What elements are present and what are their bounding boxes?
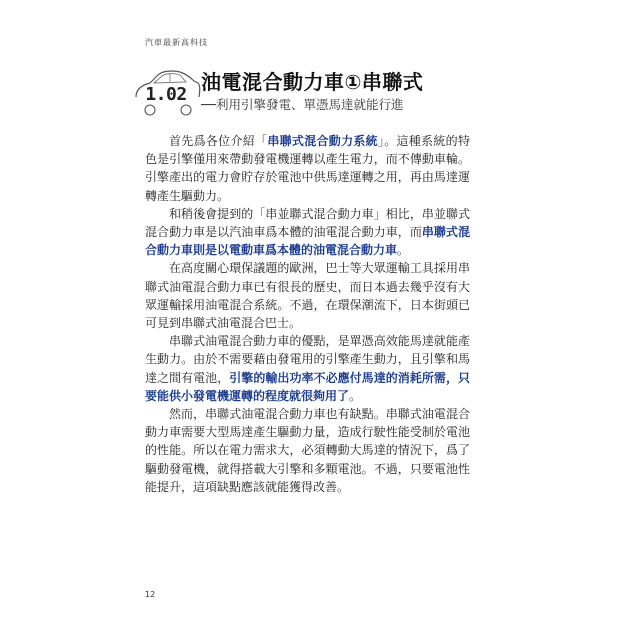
text-run: 然而，串聯式油電混合動力車也有缺點。串聯式油電混合動力車需要大型馬達產生驅動力量，造成行駛性能受制於電池的性能。所以在電力需求大，必須轉動大馬達的情況下，爲了驅動發電機，就得搭載大引擎和多顆電池。不過，只要電池性能提升，這項缺點應該就能獲得改善。 [145,407,470,494]
text-run: 。 [349,388,362,403]
paragraph [145,405,470,496]
running-head: 汽車最新高科技 [145,38,208,47]
section-subtitle: ──利用引擎發電、單憑馬達就能行進 [201,97,404,112]
paragraph [145,132,470,205]
highlighted-text: 串聯式混合動力系統 [267,134,378,148]
text-run: 」。這種系統的特色是引擎僅用來帶動發電機運轉以產生電力，而不傳動車輪。引擎產出的電力會貯存於電池中供馬達運轉之用，再由馬達運轉產生驅動力。 [145,134,470,203]
paragraph [145,205,470,260]
text-run: 首先爲各位介紹「 [169,134,268,148]
highlighted-text: 串聯式混合動力車則是以電動車爲本體的油電混合動力車 [145,225,470,258]
page-number: 12 [145,590,156,599]
paragraph [145,332,470,405]
highlighted-text: 引擎的輸出功率不必應付馬達的消耗所需，只要能供小發電機運轉的程度就很夠用了 [145,370,470,403]
body-text [145,132,470,496]
paragraph [145,259,470,332]
text-run: 和稍後會提到的「串並聯式混合動力車」相比，串並聯式混合動力車是以汽油車爲本體的油電混合動力車，而 [145,206,470,240]
text-run: 。 [397,243,410,258]
section-title: 油電混合動力車①串聯式 [201,70,424,94]
section-badge [132,65,202,117]
section-number: 1.02 [145,84,187,105]
text-run: 在高度關心環保議題的歐洲，巴士等大眾運輸工具採用串聯式油電混合動力車已有很長的歷史，而日本過去幾乎沒有大眾運輸採用油電混合系統。不過，在環保潮流下，日本街頭已可見到串聯式油電混合巴士。 [145,261,470,331]
text-run: 串聯式油電混合動力車的優點，是單憑高效能馬達就能產生動力。由於不需要藉由發電用的引擎產生動力，且引擎和馬達之間有電池， [145,334,470,385]
